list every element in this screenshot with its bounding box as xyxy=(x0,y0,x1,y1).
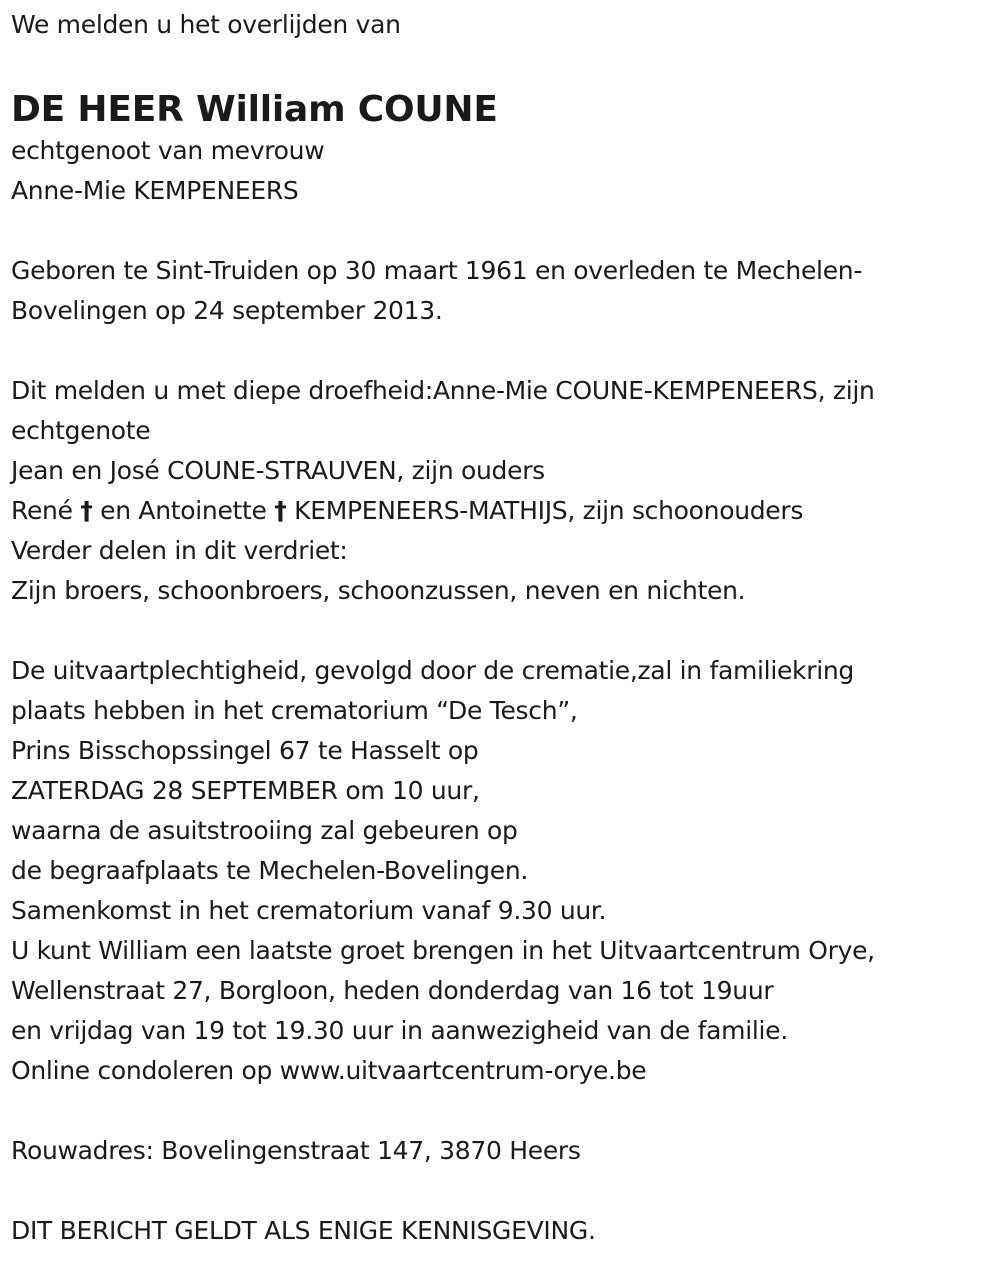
birth-death-line: Bovelingen op 24 september 2013. xyxy=(11,296,443,325)
family-line: echtgenote xyxy=(11,416,151,445)
ceremony-line: waarna de asuitstrooiing zal gebeuren op xyxy=(11,816,518,845)
ceremony-line: en vrijdag van 19 tot 19.30 uur in aanwezigheid van de familie. xyxy=(11,1016,788,1045)
in-laws-text: René xyxy=(11,496,81,525)
family-line: Verder delen in dit verdriet: xyxy=(11,536,348,565)
closing-statement: DIT BERICHT GELDT ALS ENIGE KENNISGEVING. xyxy=(11,1216,596,1245)
ceremony-line: Wellenstraat 27, Borgloon, heden donderdag van 16 tot 19uur xyxy=(11,976,774,1005)
ceremony-line: ZATERDAG 28 SEPTEMBER om 10 uur, xyxy=(11,776,480,805)
ceremony-line: Prins Bisschopssingel 67 te Hasselt op xyxy=(11,736,479,765)
cross-icon: † xyxy=(274,496,287,525)
ceremony-line: de begraafplaats te Mechelen-Bovelingen. xyxy=(11,856,529,885)
ceremony-line: U kunt William een laatste groet brengen in het Uitvaartcentrum Orye, xyxy=(11,936,875,965)
ceremony-line: Samenkomst in het crematorium vanaf 9.30 uur. xyxy=(11,896,607,925)
spouse-line: echtgenoot van mevrouw xyxy=(11,136,325,165)
spacer xyxy=(11,1171,986,1211)
spouse-name: Anne-Mie KEMPENEERS xyxy=(11,176,299,205)
ceremony-line: De uitvaartplechtigheid, gevolgd door de crematie,zal in familiekring xyxy=(11,656,854,685)
family-line: Zijn broers, schoonbroers, schoonzussen, neven en nichten. xyxy=(11,576,746,605)
family-line: Jean en José COUNE-STRAUVEN, zijn ouders xyxy=(11,456,545,485)
death-notice xyxy=(11,5,986,1251)
family-line: Dit melden u met diepe droefheid:Anne-Mie COUNE-KEMPENEERS, zijn xyxy=(11,376,875,405)
cross-icon: † xyxy=(80,496,93,525)
spacer xyxy=(11,1091,986,1131)
birth-death-line: Geboren te Sint-Truiden op 30 maart 1961 en overleden te Mechelen- xyxy=(11,256,863,285)
mourning-address: Rouwadres: Bovelingenstraat 147, 3870 Heers xyxy=(11,1136,581,1165)
in-laws-text: en Antoinette xyxy=(92,496,275,525)
intro-text: We melden u het overlijden van xyxy=(11,10,401,39)
spacer xyxy=(11,611,986,651)
deceased-name: DE HEER William COUNE xyxy=(11,89,498,130)
in-laws-text: KEMPENEERS-MATHIJS, zijn schoonouders xyxy=(286,496,804,525)
ceremony-line: plaats hebben in het crematorium “De Tesch”, xyxy=(11,696,578,725)
in-laws-line xyxy=(11,491,986,531)
spacer xyxy=(11,211,986,251)
online-condolence-line: Online condoleren op www.uitvaartcentrum-orye.be xyxy=(11,1056,647,1085)
spacer xyxy=(11,331,986,371)
spacer xyxy=(11,45,986,88)
